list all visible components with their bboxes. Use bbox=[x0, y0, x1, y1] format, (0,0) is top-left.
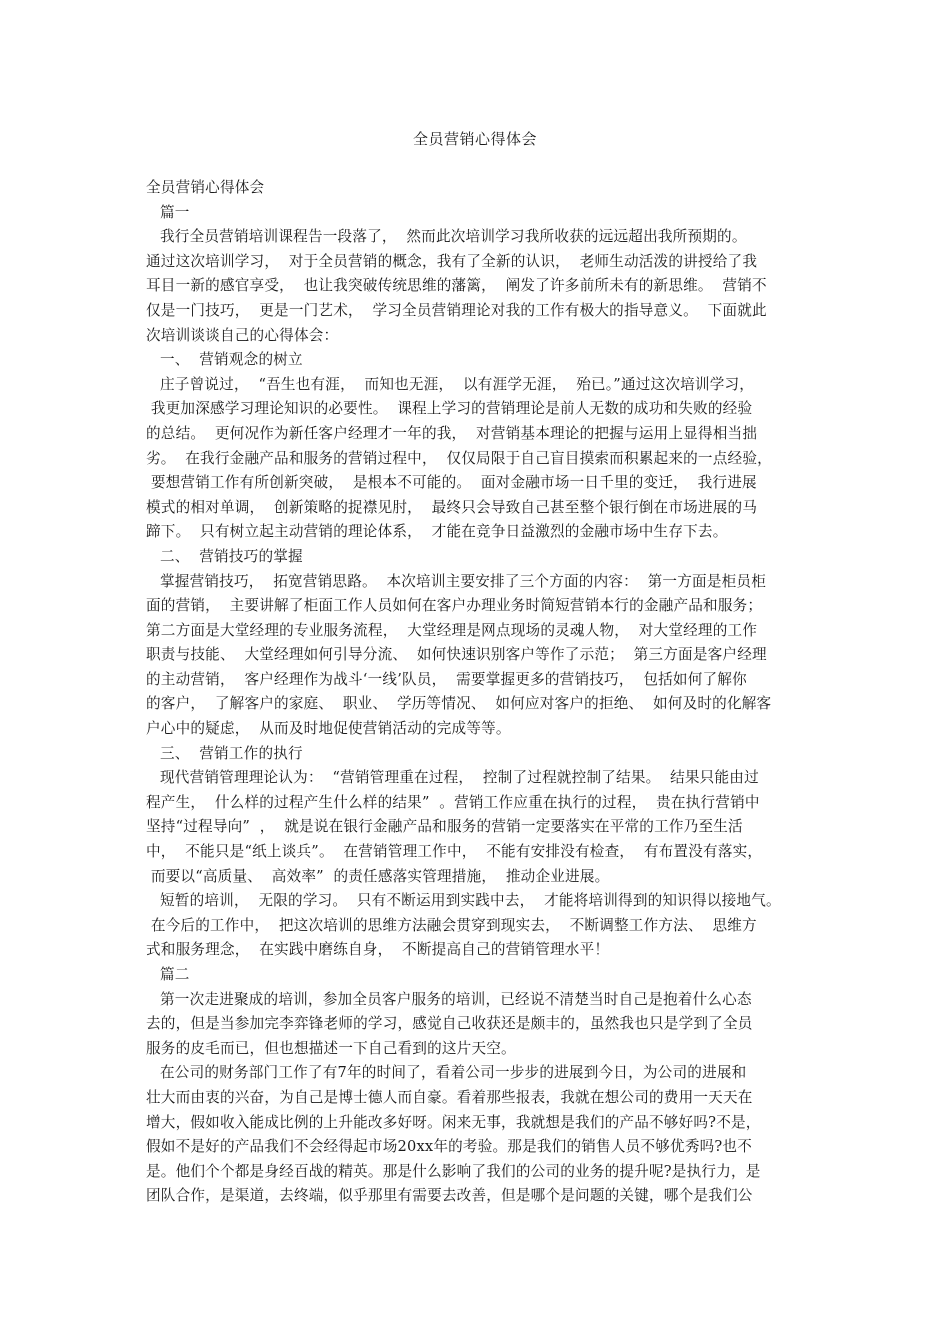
text-line: 次培训谈谈自己的心得体会： bbox=[146, 326, 339, 344]
text-line: 模式的相对单调， 创新策略的捉襟见肘， 最终只会导致自己甚至整个银行倒在市场进展的马 bbox=[146, 498, 758, 516]
text-line: 劣。 在我行金融产品和服务的营销过程中， 仅仅局限于自己盲目摸索而积累起来的一点经验， bbox=[146, 449, 772, 467]
text-line: 仅是一门技巧， 更是一门艺术， 学习全员营销理论对我的工作有极大的指导意义。 下面就此 bbox=[146, 301, 767, 319]
text-line: 三、 营销工作的执行 bbox=[160, 744, 303, 762]
text-line: 壮大而由衷的兴奋，为自己是博士德人而自豪。看着那些报表，我就在想公司的费用一天天在 bbox=[146, 1088, 753, 1106]
text-line: 面的营销， 主要讲解了柜面工作人员如何在客户办理业务时简短营销本行的金融产品和服务； bbox=[146, 597, 763, 615]
text-line: 增大，假如收入能成比例的上升能改多好呀。闲来无事，我就想是我们的产品不够好吗?不是， bbox=[146, 1113, 761, 1131]
text-line: 要想营销工作有所创新突破， 是根本不可能的。 面对金融市场一日千里的变迁， 我行进展 bbox=[146, 474, 757, 492]
text-line: 在公司的财务部门工作了有7年的时间了，看着公司一步步的进展到今日，为公司的进展和 bbox=[160, 1064, 747, 1082]
text-line: 去的，但是当参加完李弈锋老师的学习，感觉自己收获还是颇丰的，虽然我也只是学到了全员 bbox=[146, 1015, 753, 1033]
text-line: 蹄下。 只有树立起主动营销的理论体系， 才能在竞争日益激烈的金融市场中生存下去。 bbox=[146, 523, 728, 541]
text-line: 二、 营销技巧的掌握 bbox=[160, 547, 303, 565]
text-line: 掌握营销技巧， 拓宽营销思路。 本次培训主要安排了三个方面的内容： 第一方面是柜员柜 bbox=[160, 572, 766, 590]
text-line: 服务的皮毛而已，但也想描述一下自己看到的这片天空。 bbox=[146, 1039, 516, 1057]
text-line: 中， 不能只是“纸上谈兵”。 在营销管理工作中， 不能有安排没有检查， 有布置没有落实， bbox=[146, 843, 763, 861]
text-line: 而要以“高质量、 高效率” 的责任感落实管理措施， 推动企业进展。 bbox=[146, 867, 610, 885]
text-line: 现代营销管理理论认为： “营销管理重在过程， 控制了过程就控制了结果。 结果只能由过 bbox=[160, 769, 759, 787]
text-line: 式和服务理念， 在实践中磨练自身， 不断提高自己的营销管理水平！ bbox=[146, 941, 610, 959]
text-line: 户心中的疑虑， 从而及时地促使营销活动的完成等等。 bbox=[146, 720, 511, 738]
text-line: 的主动营销， 客户经理作为战斗‘一线’队员， 需要掌握更多的营销技巧， 包括如何了解你 bbox=[146, 670, 747, 688]
text-line: 是。他们个个都是身经百战的精英。那是什么影响了我们的公司的业务的提升呢?是执行力，是 bbox=[146, 1162, 761, 1180]
text-line: 第二方面是大堂经理的专业服务流程， 大堂经理是网点现场的灵魂人物， 对大堂经理的工作 bbox=[146, 621, 758, 639]
text-line: 篇一 bbox=[160, 203, 190, 221]
text-line: 篇二 bbox=[160, 966, 190, 983]
document-title: 全员营销心得体会 bbox=[412, 130, 537, 148]
text-line: 的总结。 更何况作为新任客户经理才一年的我， 对营销基本理论的把握与运用上显得相当拙 bbox=[146, 424, 758, 442]
text-line: 假如不是好的产品我们不会经得起市场20xx年的考验。那是我们的销售人员不够优秀吗?也不 bbox=[146, 1138, 753, 1156]
text-line: 短暂的培训， 无限的学习。 只有不断运用到实践中去， 才能将培训得到的知识得以接地气。 bbox=[160, 892, 781, 910]
text-line: 一、 营销观念的树立 bbox=[160, 351, 303, 369]
text-line: 耳目一新的感官享受， 也让我突破传统思维的藩篱， 阐发了许多前所未有的新思维。 营销不 bbox=[146, 277, 767, 295]
text-line: 全员营销心得体会 bbox=[146, 179, 265, 196]
text-line: 通过这次培训学习， 对于全员营销的概念，我有了全新的认识， 老师生动活泼的讲授给了我 bbox=[146, 252, 758, 270]
text-line: 的客户， 了解客户的家庭、 职业、 学历等情况、 如何应对客户的拒绝、 如何及时的化解客 bbox=[146, 695, 772, 713]
text-line: 第一次走进聚成的培训，参加全员客户服务的培训，已经说不清楚当时自己是抱着什么心态 bbox=[160, 990, 752, 1008]
text-line: 职责与技能、 大堂经理如何引导分流、 如何快速识别客户等作了示范； 第三方面是客户经理 bbox=[146, 646, 767, 664]
text-line: 在今后的工作中， 把这次培训的思维方法融会贯穿到现实去， 不断调整工作方法、 思维方 bbox=[146, 916, 757, 934]
text-line: 坚持“过程导向” ， 就是说在银行金融产品和服务的营销一定要落实在平常的工作乃至生活 bbox=[146, 818, 743, 836]
text-line: 我更加深感学习理论知识的必要性。 课程上学习的营销理论是前人无数的成功和失败的经验 bbox=[146, 400, 753, 418]
text-line: 团队合作，是渠道，去终端，似乎那里有需要去改善，但是哪个是问题的关键，哪个是我们公 bbox=[146, 1187, 753, 1205]
text-line: 我行全员营销培训课程告一段落了， 然而此次培训学习我所收获的远远超出我所预期的。 bbox=[160, 228, 747, 246]
document-body bbox=[146, 176, 818, 1209]
text-line: 程产生， 什么样的过程产生什么样的结果” 。营销工作应重在执行的过程， 贵在执行营销中 bbox=[146, 793, 760, 811]
text-line: 庄子曾说过， “吾生也有涯， 而知也无涯， 以有涯学无涯， 殆已。”通过这次培训学习， bbox=[160, 375, 755, 393]
